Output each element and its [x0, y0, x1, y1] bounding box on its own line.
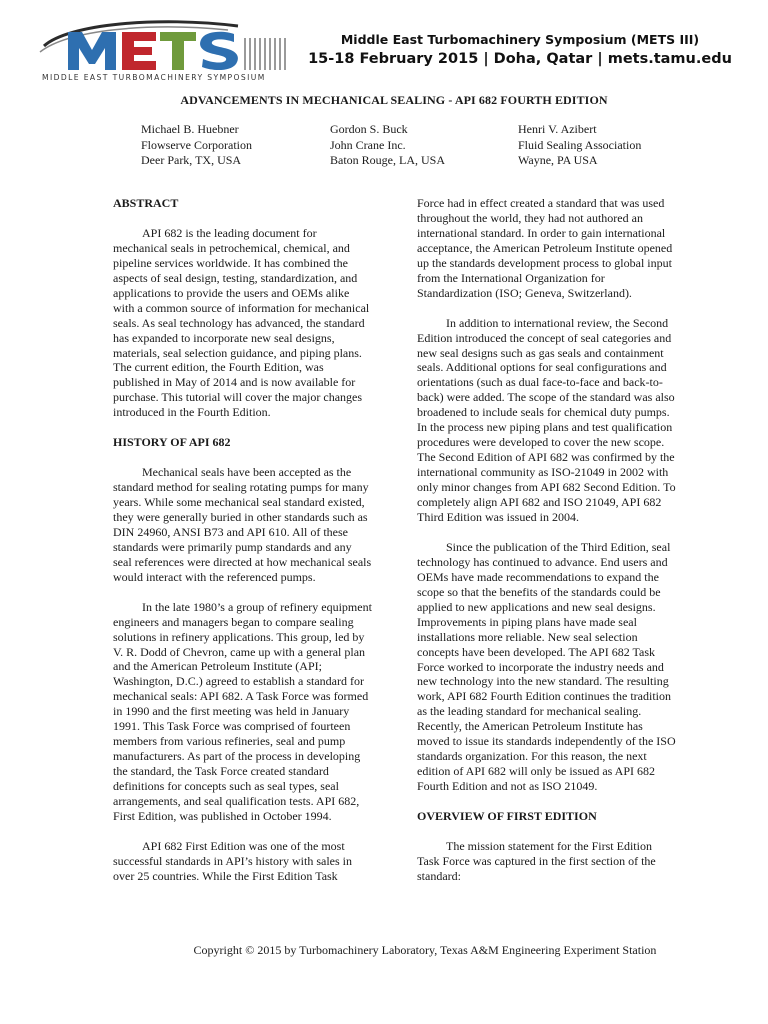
right-column	[417, 196, 677, 899]
author-location: Baton Rouge, LA, USA	[330, 153, 445, 167]
overview-heading: OVERVIEW OF FIRST EDITION	[417, 809, 597, 824]
logo-letter-s	[200, 32, 238, 70]
author-org: John Crane Inc.	[330, 137, 406, 152]
author-block-1	[141, 122, 341, 169]
logo-letter-e	[122, 32, 156, 70]
history-paragraph-3: API 682 First Edition was one of the most successful standards in API’s history with sales in over 25 countries. While the First Edition Task	[113, 838, 352, 883]
author-location: Wayne, PA USA	[518, 153, 598, 167]
author-block-2	[330, 122, 530, 169]
author-location: Deer Park, TX, USA	[141, 153, 242, 167]
paper-title: ADVANCEMENTS IN MECHANICAL SEALING - API 682 FOURTH EDITION	[180, 93, 608, 107]
mets-logo-graphic	[38, 20, 294, 72]
author-org: Fluid Sealing Association	[518, 137, 642, 152]
logo-letter-t	[160, 32, 196, 70]
second-edition-paragraph: In addition to international review, the Second Edition introduced the concept of seal categories and new seal designs such as gas seals and containment seals. Additional options for seal configurations and orientations (such as dual face-to-face and back-to-back) were added. The scope of the standard was also broadened to include seals for chemical duty pumps. In the process new piping plans and test qualification procedures were developed to cover the new scope. The Second Edition of API 682 was confirmed by the international community as ISO-21049 in 2002 with only minor changes from API 682 Second Edition. To completely align API 682 and ISO 21049, API 682 Third Edition was issued in 2004.	[417, 315, 676, 524]
left-column	[113, 196, 373, 899]
mets-logo	[38, 20, 294, 86]
author-name: Michael B. Huebner	[141, 122, 239, 136]
logo-bars	[244, 38, 286, 70]
third-edition-paragraph: Since the publication of the Third Edition, seal technology has continued to advance. End users and OEMs have made recommendations to expand the scope so that the benefits of the standards could be applied to new applications and new seal designs. Improvements in piping plans have made seal installations more reliable. New seal selection concepts have been developed. The API 682 Task Force worked to incorporate the industry needs and new technology into the new standard. The resulting work, API 682 Fourth Edition continues the tradition as the leading standard for mechanical sealing. Recently, the American Petroleum Institute has moved to issue its standards independently of the ISO standards organization. For this reason, the next edition of API 682 will only be issued as API 682 Fourth Edition and not as ISO 21049.	[417, 539, 676, 794]
author-name: Gordon S. Buck	[330, 122, 408, 136]
history-paragraph-continued: Force had in effect created a standard that was used throughout the world, they had not authored an international standard. In order to gain international acceptance, the American Petroleum Institute opened up the standards development process to global input from the International Organization for Standardization (ISO; Geneva, Switzerland).	[417, 196, 673, 300]
copyright-footer: Copyright © 2015 by Turbomachinery Laboratory, Texas A&M Engineering Experiment Station	[193, 943, 657, 957]
header	[0, 0, 768, 92]
abstract-paragraph: API 682 is the leading document for mechanical seals in petrochemical, chemical, and pipeline services worldwide. It has combined the aspects of seal design, testing, standardization, and applications to provide the users and OEMs alike with a common source of information for mechanical seals. As seal technology has advanced, the standard has expanded to incorporate new seal designs, materials, seal selection guidance, and piping plans. The current edition, the Fourth Edition, was published in May of 2014 and is now available for purchase. This tutorial will cover the major changes introduced in the Fourth Edition.	[113, 225, 370, 420]
author-block-3	[518, 122, 718, 169]
logo-letter-m	[68, 32, 116, 70]
conference-name: Middle East Turbomachinery Symposium (METS III)	[340, 32, 700, 47]
conference-details: 15-18 February 2015 | Doha, Qatar | mets.tamu.edu	[308, 51, 732, 67]
abstract-heading: ABSTRACT	[113, 196, 179, 210]
history-paragraph-2: In the late 1980’s a group of refinery equipment engineers and managers began to compare sealing solutions in refinery applications. This group, led by V. R. Dodd of Chevron, came up with a general plan and the American Petroleum Institute (API; Washington, D.C.) agreed to establish a standard for mechanical seals: API 682. A Task Force was formed in 1990 and the first meeting was held in January 1991. This Task Force was comprised of fourteen members from various refineries, seal and pump manufacturers. As part of the process in developing the standard, the Task Force created standard definitions for concepts such as seal types, seal arrangements, and seal qualification tests. API 682, First Edition, was published in October 1994.	[113, 599, 372, 824]
mission-paragraph: The mission statement for the First Edition Task Force was captured in the first section of the standard:	[417, 838, 656, 883]
author-name: Henri V. Azibert	[518, 122, 597, 136]
history-paragraph-1: Mechanical seals have been accepted as the standard method for sealing rotating pumps for many years. While some mechanical seal standard existed, they were generally buried in other standards such as DIN 24960, ANSI B73 and API 610. All of these standards were primarily pump standards and any seal references were directed at how mechanical seals would interact with the referenced pumps.	[113, 465, 372, 584]
history-heading: HISTORY OF API 682	[113, 435, 231, 450]
logo-subtitle: MIDDLE EAST TURBOMACHINERY SYMPOSIUM	[42, 73, 266, 82]
author-org: Flowserve Corporation	[141, 137, 252, 152]
